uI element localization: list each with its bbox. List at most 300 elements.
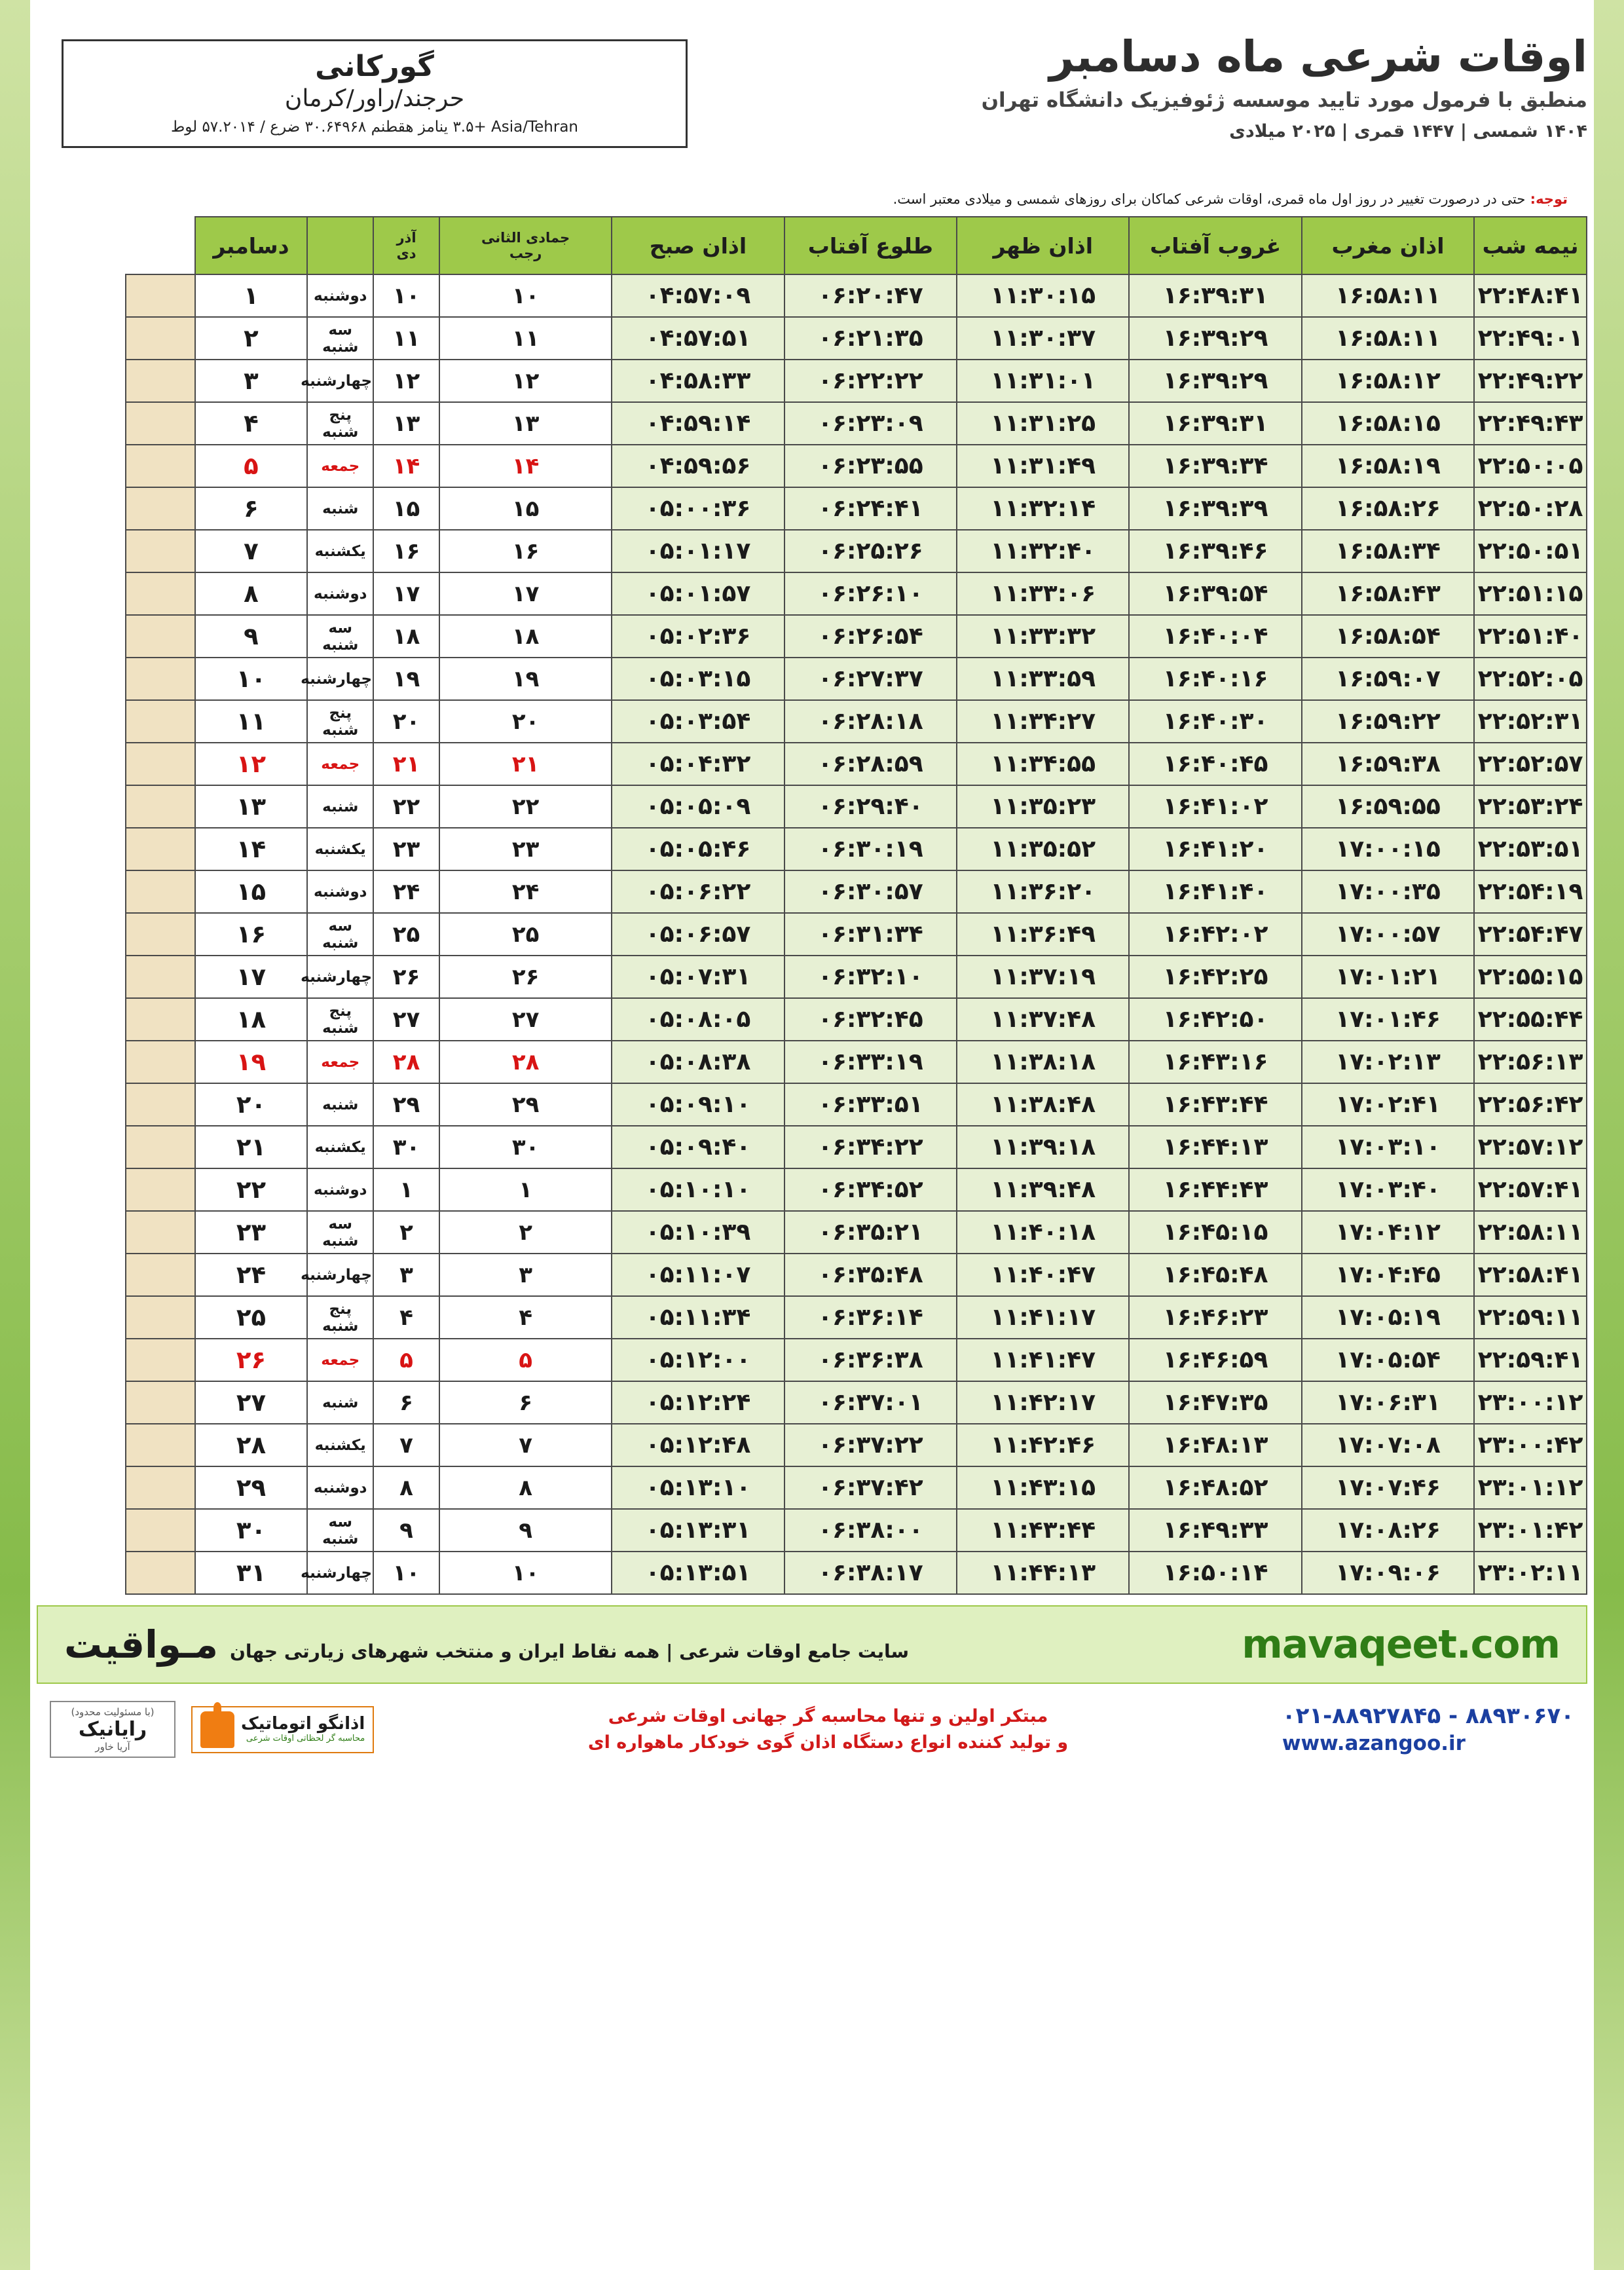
cell-gregorian-day: ۹ (195, 615, 308, 658)
cell-fajr: ۰۵:۰۹:۴۰ (612, 1126, 784, 1168)
cell-weekday: چهارشنبه (307, 1254, 373, 1296)
contact-block (1282, 1702, 1574, 1757)
cell-midnight: ۲۲:۵۵:۴۴ (1474, 998, 1587, 1041)
footer-tagline-line1: مبتکر اولین و تنها محاسبه گر جهانی اوقات شرعی (608, 1706, 1048, 1727)
cell-maghrib: ۱۶:۵۸:۳۴ (1302, 530, 1474, 572)
cell-sunset: ۱۶:۴۱:۴۰ (1129, 870, 1301, 913)
cell-hijri-date: ۳ (439, 1254, 612, 1296)
cell-sunrise: ۰۶:۳۷:۰۱ (784, 1381, 957, 1424)
table-row (37, 445, 1587, 487)
cell-fajr: ۰۵:۱۲:۰۰ (612, 1339, 784, 1381)
phone-number: ۰۲۱-۸۸۹۲۷۸۴۵ - ۸۸۹۳۰۶۷۰ (1282, 1703, 1574, 1730)
cell-shamsi-date: ۱۴ (373, 445, 439, 487)
cell-gregorian-day: ۱۰ (195, 658, 308, 700)
cell-gregorian-day: ۲۰ (195, 1083, 308, 1126)
header-midnight: نیمه شب (1474, 217, 1587, 274)
cell-hijri-date: ۵ (439, 1339, 612, 1381)
cell-weekday: دوشنبه (307, 572, 373, 615)
cell-midnight: ۲۲:۵۴:۴۷ (1474, 913, 1587, 956)
header-weekday (307, 217, 373, 274)
cell-shamsi-date: ۳ (373, 1254, 439, 1296)
cell-shamsi-date: ۲۳ (373, 828, 439, 870)
table-row (37, 1254, 1587, 1296)
cell-fajr: ۰۴:۵۹:۱۴ (612, 402, 784, 445)
cell-gregorian-day: ۱۵ (195, 870, 308, 913)
table-row (37, 1424, 1587, 1466)
cell-shamsi-date: ۱۲ (373, 360, 439, 402)
ornament-cell (126, 1168, 194, 1211)
page-title: اوقات شرعی ماه دسامبر (1049, 31, 1587, 82)
title-block (605, 31, 1587, 142)
cell-sunrise: ۰۶:۲۳:۵۵ (784, 445, 957, 487)
cell-weekday: چهارشنبه (307, 956, 373, 998)
cell-shamsi-date: ۱۳ (373, 402, 439, 445)
cell-sunset: ۱۶:۴۲:۲۵ (1129, 956, 1301, 998)
decorative-right-border (1594, 0, 1624, 2270)
cell-dhuhr: ۱۱:۳۹:۱۸ (957, 1126, 1129, 1168)
brand-tagline: سایت جامع اوقات شرعی | همه نقاط ایران و منتخب شهرهای زیارتی جهان (230, 1641, 910, 1662)
site-url[interactable]: mavaqeet.com (1242, 1622, 1560, 1667)
table-row (37, 1211, 1587, 1254)
header-hijri-top: جمادی الثانی (481, 229, 570, 246)
cell-hijri-date: ۲۵ (439, 913, 612, 956)
azangoo-logo-text (241, 1715, 365, 1744)
cell-sunrise: ۰۶:۳۴:۲۲ (784, 1126, 957, 1168)
cell-fajr: ۰۴:۵۷:۵۱ (612, 317, 784, 360)
cell-shamsi-date: ۸ (373, 1466, 439, 1509)
cell-gregorian-day: ۲۱ (195, 1126, 308, 1168)
cell-sunset: ۱۶:۴۸:۱۳ (1129, 1424, 1301, 1466)
cell-gregorian-day: ۱۲ (195, 743, 308, 785)
cell-sunset: ۱۶:۴۷:۳۵ (1129, 1381, 1301, 1424)
cell-gregorian-day: ۲۴ (195, 1254, 308, 1296)
table-row (37, 487, 1587, 530)
cell-midnight: ۲۳:۰۰:۴۲ (1474, 1424, 1587, 1466)
cell-dhuhr: ۱۱:۳۰:۱۵ (957, 274, 1129, 317)
cell-weekday: چهارشنبه (307, 658, 373, 700)
cell-midnight: ۲۲:۵۴:۱۹ (1474, 870, 1587, 913)
cell-dhuhr: ۱۱:۳۲:۱۴ (957, 487, 1129, 530)
cell-fajr: ۰۵:۰۵:۰۹ (612, 785, 784, 828)
cell-sunrise: ۰۶:۳۰:۱۹ (784, 828, 957, 870)
cell-hijri-date: ۳۰ (439, 1126, 612, 1168)
cell-sunset: ۱۶:۴۰:۱۶ (1129, 658, 1301, 700)
cell-fajr: ۰۵:۱۲:۴۸ (612, 1424, 784, 1466)
ornament-cell (126, 615, 194, 658)
note-line (62, 191, 1568, 207)
cell-gregorian-day: ۲ (195, 317, 308, 360)
cell-shamsi-date: ۲۱ (373, 743, 439, 785)
cell-dhuhr: ۱۱:۳۳:۰۶ (957, 572, 1129, 615)
cell-maghrib: ۱۷:۰۳:۱۰ (1302, 1126, 1474, 1168)
cell-sunrise: ۰۶:۲۸:۱۸ (784, 700, 957, 743)
cell-midnight: ۲۲:۵۳:۲۴ (1474, 785, 1587, 828)
table-row (37, 743, 1587, 785)
header-gregorian: دسامبر (195, 217, 308, 274)
ornament-cell (126, 1339, 194, 1381)
cell-midnight: ۲۲:۵۵:۱۵ (1474, 956, 1587, 998)
page-header (37, 0, 1587, 216)
cell-hijri-date: ۲۱ (439, 743, 612, 785)
cell-shamsi-date: ۲۵ (373, 913, 439, 956)
cell-hijri-date: ۱۴ (439, 445, 612, 487)
brand-name-fa: مـواقیت (64, 1622, 219, 1667)
cell-gregorian-day: ۱۹ (195, 1041, 308, 1083)
cell-hijri-date: ۲ (439, 1211, 612, 1254)
cell-fajr: ۰۵:۰۵:۴۶ (612, 828, 784, 870)
cell-sunrise: ۰۶:۲۰:۴۷ (784, 274, 957, 317)
cell-dhuhr: ۱۱:۳۸:۱۸ (957, 1041, 1129, 1083)
footer-tagline (588, 1703, 1068, 1755)
azangoo-subtitle: محاسبه گر لحظاتی اوقات شرعی (246, 1733, 365, 1743)
cell-sunrise: ۰۶:۳۶:۱۴ (784, 1296, 957, 1339)
cell-fajr: ۰۵:۱۳:۱۰ (612, 1466, 784, 1509)
cell-fajr: ۰۵:۰۱:۱۷ (612, 530, 784, 572)
rayanik-note: (با مسئولیت محدود) (71, 1706, 155, 1718)
cell-sunrise: ۰۶:۲۲:۲۲ (784, 360, 957, 402)
cell-maghrib: ۱۶:۵۸:۴۳ (1302, 572, 1474, 615)
cell-hijri-date: ۱۹ (439, 658, 612, 700)
cell-weekday: چهارشنبه (307, 360, 373, 402)
cell-fajr: ۰۵:۰۶:۲۲ (612, 870, 784, 913)
cell-maghrib: ۱۷:۰۳:۴۰ (1302, 1168, 1474, 1211)
cell-sunrise: ۰۶:۳۳:۱۹ (784, 1041, 957, 1083)
cell-hijri-date: ۱۳ (439, 402, 612, 445)
cell-midnight: ۲۳:۰۱:۱۲ (1474, 1466, 1587, 1509)
cell-fajr: ۰۵:۰۶:۵۷ (612, 913, 784, 956)
decorative-left-inner (30, 0, 37, 2270)
cell-weekday: جمعه (307, 445, 373, 487)
ornament-cell (126, 1126, 194, 1168)
table-row (37, 360, 1587, 402)
header-shamsi (373, 217, 439, 274)
cell-gregorian-day: ۲۶ (195, 1339, 308, 1381)
header-ornament (126, 217, 194, 274)
cell-weekday: سه شنبه (307, 1211, 373, 1254)
cell-gregorian-day: ۲۲ (195, 1168, 308, 1211)
cell-dhuhr: ۱۱:۳۴:۵۵ (957, 743, 1129, 785)
cell-fajr: ۰۵:۰۸:۳۸ (612, 1041, 784, 1083)
ornament-cell (126, 700, 194, 743)
cell-maghrib: ۱۷:۰۲:۱۳ (1302, 1041, 1474, 1083)
cell-shamsi-date: ۴ (373, 1296, 439, 1339)
table-row (37, 1041, 1587, 1083)
cell-midnight: ۲۲:۵۷:۱۲ (1474, 1126, 1587, 1168)
cell-sunset: ۱۶:۳۹:۵۴ (1129, 572, 1301, 615)
cell-shamsi-date: ۲۸ (373, 1041, 439, 1083)
cell-maghrib: ۱۷:۰۵:۱۹ (1302, 1296, 1474, 1339)
header-hijri-bottom: رجب (509, 246, 542, 261)
cell-hijri-date: ۷ (439, 1424, 612, 1466)
cell-hijri-date: ۶ (439, 1381, 612, 1424)
cell-hijri-date: ۲۲ (439, 785, 612, 828)
cell-gregorian-day: ۱۳ (195, 785, 308, 828)
cell-dhuhr: ۱۱:۴۰:۱۸ (957, 1211, 1129, 1254)
cell-midnight: ۲۲:۴۹:۴۳ (1474, 402, 1587, 445)
cell-fajr: ۰۴:۵۹:۵۶ (612, 445, 784, 487)
cell-shamsi-date: ۲۴ (373, 870, 439, 913)
cell-hijri-date: ۱۷ (439, 572, 612, 615)
cell-maghrib: ۱۶:۵۹:۲۲ (1302, 700, 1474, 743)
cell-shamsi-date: ۳۰ (373, 1126, 439, 1168)
cell-weekday: یکشنبه (307, 1126, 373, 1168)
cell-fajr: ۰۵:۰۳:۵۴ (612, 700, 784, 743)
cell-shamsi-date: ۲۰ (373, 700, 439, 743)
table-header-row (37, 217, 1587, 274)
cell-fajr: ۰۵:۱۰:۳۹ (612, 1211, 784, 1254)
cell-weekday: پنج شنبه (307, 402, 373, 445)
cell-dhuhr: ۱۱:۳۳:۵۹ (957, 658, 1129, 700)
cell-midnight: ۲۳:۰۰:۱۲ (1474, 1381, 1587, 1424)
cell-maghrib: ۱۶:۵۸:۱۹ (1302, 445, 1474, 487)
cell-maghrib: ۱۶:۵۹:۳۸ (1302, 743, 1474, 785)
cell-hijri-date: ۱۲ (439, 360, 612, 402)
cell-sunset: ۱۶:۴۵:۱۵ (1129, 1211, 1301, 1254)
table-row (37, 658, 1587, 700)
ornament-cell (126, 572, 194, 615)
rayanik-logo (50, 1701, 175, 1758)
cell-fajr: ۰۵:۱۳:۵۱ (612, 1552, 784, 1594)
cell-gregorian-day: ۱ (195, 274, 308, 317)
cell-shamsi-date: ۹ (373, 1509, 439, 1552)
footer-bottom (37, 1684, 1587, 1758)
cell-hijri-date: ۱۶ (439, 530, 612, 572)
cell-fajr: ۰۴:۵۷:۰۹ (612, 274, 784, 317)
ornament-cell (126, 1041, 194, 1083)
company-website[interactable]: www.azangoo.ir (1282, 1732, 1466, 1756)
cell-shamsi-date: ۶ (373, 1381, 439, 1424)
cell-sunset: ۱۶:۴۳:۴۴ (1129, 1083, 1301, 1126)
cell-maghrib: ۱۷:۰۰:۱۵ (1302, 828, 1474, 870)
cell-fajr: ۰۵:۱۳:۳۱ (612, 1509, 784, 1552)
cell-weekday: جمعه (307, 1041, 373, 1083)
cell-sunset: ۱۶:۴۰:۴۵ (1129, 743, 1301, 785)
table-row (37, 1466, 1587, 1509)
cell-maghrib: ۱۷:۰۴:۴۵ (1302, 1254, 1474, 1296)
cell-weekday: شنبه (307, 487, 373, 530)
cell-hijri-date: ۱۰ (439, 274, 612, 317)
cell-shamsi-date: ۲۶ (373, 956, 439, 998)
header-fajr: اذان صبح (612, 217, 784, 274)
cell-dhuhr: ۱۱:۳۵:۲۳ (957, 785, 1129, 828)
cell-midnight: ۲۲:۵۹:۱۱ (1474, 1296, 1587, 1339)
ornament-cell (126, 1296, 194, 1339)
cell-dhuhr: ۱۱:۳۱:۴۹ (957, 445, 1129, 487)
cell-sunset: ۱۶:۴۹:۳۳ (1129, 1509, 1301, 1552)
page-subtitle: منطبق با فرمول مورد تایید موسسه ژئوفیزیک دانشگاه تهران (981, 88, 1587, 113)
cell-sunrise: ۰۶:۳۴:۵۲ (784, 1168, 957, 1211)
cell-midnight: ۲۲:۴۹:۰۱ (1474, 317, 1587, 360)
cell-dhuhr: ۱۱:۳۸:۴۸ (957, 1083, 1129, 1126)
cell-shamsi-date: ۲۲ (373, 785, 439, 828)
cell-maghrib: ۱۶:۵۸:۵۴ (1302, 615, 1474, 658)
note-text: حتی در درصورت تغییر در روز اول ماه قمری، اوقات شرعی کماکان برای روزهای شمسی و میلادی معتبر است. (893, 191, 1526, 207)
cell-dhuhr: ۱۱:۳۶:۴۹ (957, 913, 1129, 956)
ornament-cell (126, 360, 194, 402)
cell-weekday: جمعه (307, 1339, 373, 1381)
cell-sunset: ۱۶:۴۰:۰۴ (1129, 615, 1301, 658)
brand-group (64, 1622, 909, 1667)
cell-sunset: ۱۶:۳۹:۲۹ (1129, 360, 1301, 402)
cell-hijri-date: ۲۴ (439, 870, 612, 913)
cell-sunrise: ۰۶:۲۳:۰۹ (784, 402, 957, 445)
cell-weekday: سه شنبه (307, 615, 373, 658)
cell-maghrib: ۱۷:۰۱:۲۱ (1302, 956, 1474, 998)
cell-hijri-date: ۱۵ (439, 487, 612, 530)
cell-maghrib: ۱۷:۰۰:۵۷ (1302, 913, 1474, 956)
cell-sunset: ۱۶:۴۱:۰۲ (1129, 785, 1301, 828)
cell-gregorian-day: ۱۷ (195, 956, 308, 998)
table-row (37, 828, 1587, 870)
cell-sunrise: ۰۶:۲۴:۴۱ (784, 487, 957, 530)
cell-dhuhr: ۱۱:۳۹:۴۸ (957, 1168, 1129, 1211)
cell-hijri-date: ۲۸ (439, 1041, 612, 1083)
cell-weekday: سه شنبه (307, 913, 373, 956)
table-row (37, 1296, 1587, 1339)
cell-sunset: ۱۶:۳۹:۳۴ (1129, 445, 1301, 487)
cell-sunset: ۱۶:۳۹:۴۶ (1129, 530, 1301, 572)
cell-shamsi-date: ۱۹ (373, 658, 439, 700)
footer-logos (50, 1701, 374, 1758)
table-row (37, 530, 1587, 572)
cell-maghrib: ۱۶:۵۸:۱۲ (1302, 360, 1474, 402)
cell-sunrise: ۰۶:۳۱:۳۴ (784, 913, 957, 956)
cell-hijri-date: ۱۱ (439, 317, 612, 360)
cell-maghrib: ۱۶:۵۹:۵۵ (1302, 785, 1474, 828)
cell-sunrise: ۰۶:۳۷:۴۲ (784, 1466, 957, 1509)
cell-hijri-date: ۲۷ (439, 998, 612, 1041)
cell-shamsi-date: ۱۱ (373, 317, 439, 360)
cell-hijri-date: ۲۹ (439, 1083, 612, 1126)
cell-shamsi-date: ۱۵ (373, 487, 439, 530)
header-hijri (439, 217, 612, 274)
cell-dhuhr: ۱۱:۴۲:۴۶ (957, 1424, 1129, 1466)
cell-gregorian-day: ۲۵ (195, 1296, 308, 1339)
cell-gregorian-day: ۸ (195, 572, 308, 615)
cell-weekday: پنج شنبه (307, 700, 373, 743)
cell-gregorian-day: ۲۸ (195, 1424, 308, 1466)
cell-midnight: ۲۲:۵۹:۴۱ (1474, 1339, 1587, 1381)
cell-sunset: ۱۶:۴۵:۴۸ (1129, 1254, 1301, 1296)
cell-sunrise: ۰۶:۳۸:۰۰ (784, 1509, 957, 1552)
cell-sunrise: ۰۶:۳۷:۲۲ (784, 1424, 957, 1466)
cell-gregorian-day: ۱۱ (195, 700, 308, 743)
cell-sunset: ۱۶:۳۹:۳۱ (1129, 402, 1301, 445)
cell-fajr: ۰۵:۰۹:۱۰ (612, 1083, 784, 1126)
cell-sunset: ۱۶:۴۴:۴۳ (1129, 1168, 1301, 1211)
cell-hijri-date: ۲۳ (439, 828, 612, 870)
cell-sunrise: ۰۶:۳۲:۱۰ (784, 956, 957, 998)
cell-shamsi-date: ۱۶ (373, 530, 439, 572)
cell-hijri-date: ۹ (439, 1509, 612, 1552)
ornament-cell (126, 828, 194, 870)
table-row (37, 615, 1587, 658)
table-row (37, 1552, 1587, 1594)
cell-sunset: ۱۶:۵۰:۱۴ (1129, 1552, 1301, 1594)
azangoo-mark-icon (200, 1711, 234, 1748)
cell-shamsi-date: ۲۷ (373, 998, 439, 1041)
cell-maghrib: ۱۷:۰۸:۲۶ (1302, 1509, 1474, 1552)
ornament-cell (126, 1211, 194, 1254)
cell-weekday: دوشنبه (307, 1168, 373, 1211)
page-footer (37, 1605, 1587, 1758)
table-row (37, 1168, 1587, 1211)
ornament-cell (126, 743, 194, 785)
ornament-cell (126, 445, 194, 487)
cell-midnight: ۲۲:۵۱:۱۵ (1474, 572, 1587, 615)
cell-hijri-date: ۱ (439, 1168, 612, 1211)
cell-maghrib: ۱۷:۰۰:۳۵ (1302, 870, 1474, 913)
cell-dhuhr: ۱۱:۴۱:۴۷ (957, 1339, 1129, 1381)
cell-weekday: یکشنبه (307, 828, 373, 870)
cell-dhuhr: ۱۱:۳۵:۵۲ (957, 828, 1129, 870)
cell-gregorian-day: ۱۸ (195, 998, 308, 1041)
cell-midnight: ۲۳:۰۱:۴۲ (1474, 1509, 1587, 1552)
cell-hijri-date: ۱۸ (439, 615, 612, 658)
ornament-cell (126, 530, 194, 572)
cell-gregorian-day: ۳۰ (195, 1509, 308, 1552)
table-row (37, 700, 1587, 743)
cell-sunrise: ۰۶:۲۹:۴۰ (784, 785, 957, 828)
cell-fajr: ۰۵:۰۲:۳۶ (612, 615, 784, 658)
table-row (37, 913, 1587, 956)
cell-weekday: شنبه (307, 785, 373, 828)
cell-weekday: شنبه (307, 1381, 373, 1424)
cell-gregorian-day: ۳ (195, 360, 308, 402)
cell-dhuhr: ۱۱:۳۰:۳۷ (957, 317, 1129, 360)
cell-hijri-date: ۲۶ (439, 956, 612, 998)
ornament-cell (126, 1254, 194, 1296)
cell-sunrise: ۰۶:۲۸:۵۹ (784, 743, 957, 785)
cell-weekday: دوشنبه (307, 1466, 373, 1509)
cell-gregorian-day: ۳۱ (195, 1552, 308, 1594)
cell-midnight: ۲۲:۴۸:۴۱ (1474, 274, 1587, 317)
cell-midnight: ۲۲:۵۲:۵۷ (1474, 743, 1587, 785)
cell-dhuhr: ۱۱:۴۰:۴۷ (957, 1254, 1129, 1296)
ornament-cell (126, 1552, 194, 1594)
cell-dhuhr: ۱۱:۳۶:۲۰ (957, 870, 1129, 913)
ornament-cell (126, 870, 194, 913)
header-sunset: غروب آفتاب (1129, 217, 1301, 274)
cell-dhuhr: ۱۱:۴۲:۱۷ (957, 1381, 1129, 1424)
cell-shamsi-date: ۲۹ (373, 1083, 439, 1126)
cell-dhuhr: ۱۱:۳۷:۱۹ (957, 956, 1129, 998)
cell-midnight: ۲۲:۵۰:۵۱ (1474, 530, 1587, 572)
table-row (37, 998, 1587, 1041)
cell-sunrise: ۰۶:۲۷:۳۷ (784, 658, 957, 700)
ornament-cell (126, 317, 194, 360)
cell-midnight: ۲۲:۵۶:۱۳ (1474, 1041, 1587, 1083)
cell-midnight: ۲۲:۵۲:۳۱ (1474, 700, 1587, 743)
cell-sunset: ۱۶:۴۸:۵۲ (1129, 1466, 1301, 1509)
cell-weekday: سه شنبه (307, 317, 373, 360)
footer-tagline-line2: و تولید کننده انواع دستگاه اذان گوی خودکار ماهواره ای (587, 1732, 1069, 1753)
cell-maghrib: ۱۶:۵۸:۱۱ (1302, 317, 1474, 360)
rayanik-title: رایانیک (78, 1718, 147, 1741)
cell-shamsi-date: ۱۷ (373, 572, 439, 615)
cell-midnight: ۲۲:۵۳:۵۱ (1474, 828, 1587, 870)
cell-maghrib: ۱۷:۰۱:۴۶ (1302, 998, 1474, 1041)
azangoo-title: اذانگو اتوماتیک (241, 1714, 365, 1734)
cell-sunrise: ۰۶:۳۶:۳۸ (784, 1339, 957, 1381)
cell-sunrise: ۰۶:۲۵:۲۶ (784, 530, 957, 572)
cell-dhuhr: ۱۱:۳۱:۰۱ (957, 360, 1129, 402)
cell-weekday: پنج شنبه (307, 998, 373, 1041)
cell-shamsi-date: ۱ (373, 1168, 439, 1211)
cell-midnight: ۲۲:۴۹:۲۲ (1474, 360, 1587, 402)
cell-dhuhr: ۱۱:۳۷:۴۸ (957, 998, 1129, 1041)
cell-dhuhr: ۱۱:۳۲:۴۰ (957, 530, 1129, 572)
